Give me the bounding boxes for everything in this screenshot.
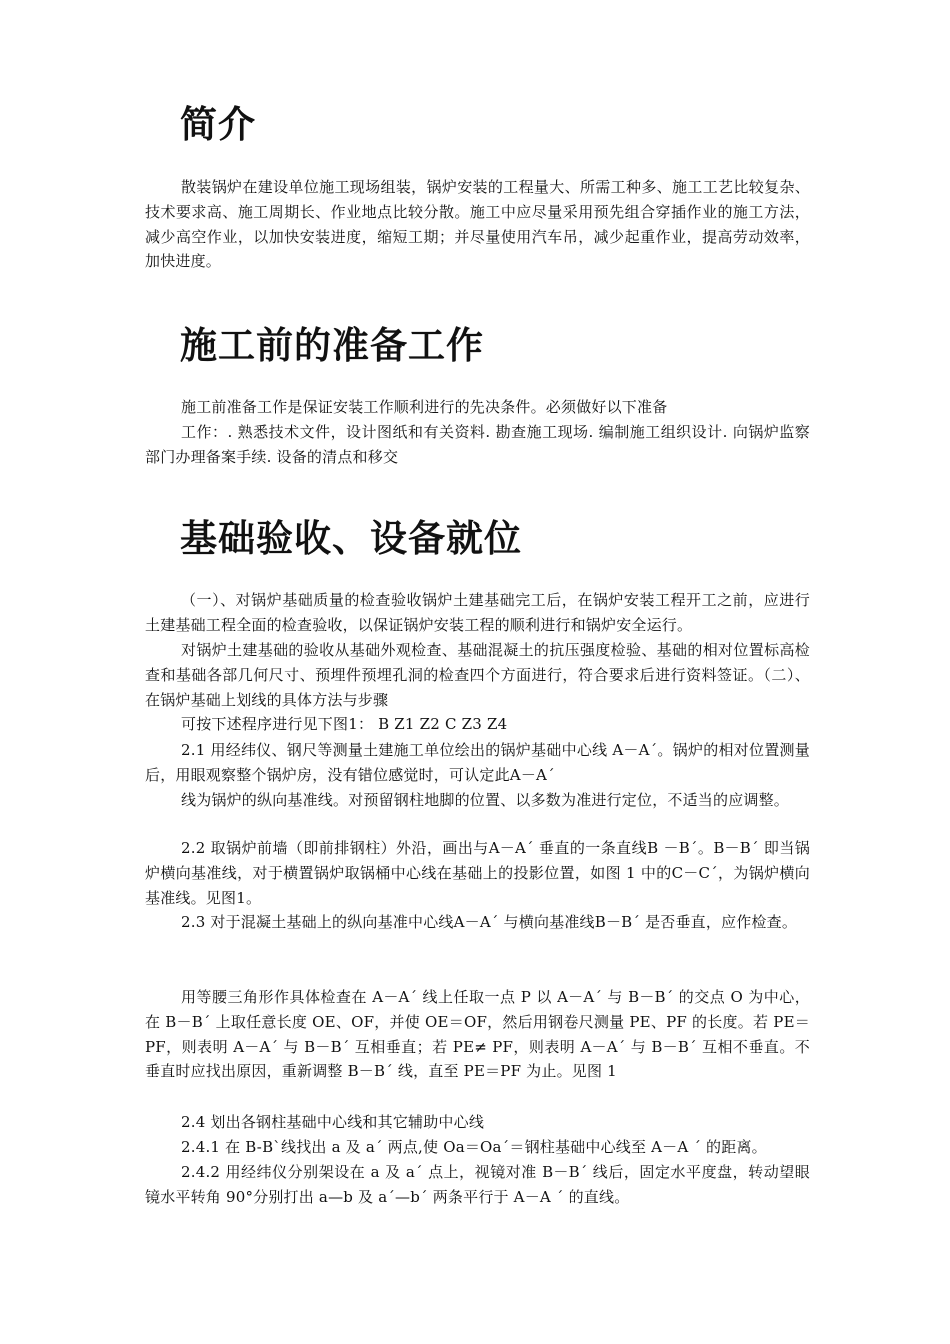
foundation-paragraph-3: 可按下述程序进行见下图1： B Z1 Z2 C Z3 Z4 xyxy=(181,715,508,733)
step-2-4-2: 2.4.2 用经纬仪分别架设在 a 及 a´ 点上，视镜对准 B－B´ 线后，固定水平度盘，转动望眼镜水平转角 90°分别打出 a—b 及 a´—b´ 两条平行于 A－A ´ 的直线。 xyxy=(145,1163,810,1206)
intro-paragraph: 散装锅炉在建设单位施工现场组装，锅炉安装的工程量大、所需工种多、施工工艺比较复杂、技术要求高、施工周期长、作业地点比较分散。施工中应尽量采用预先组合穿插作业的施工方法，减少高空作业，以加快安装进度，缩短工期；并尽量使用汽车吊，减少起重作业，提高劳动效率，加快进度。 xyxy=(145,178,810,271)
prep-paragraph-2: 工作：. 熟悉技术文件，设计图纸和有关资料. 勘查施工现场. 编制施工组织设计. 向锅炉监察部门办理备案手续. 设备的清点和移交 xyxy=(145,423,810,466)
step-2-4: 2.4 划出各钢柱基础中心线和其它辅助中心线 xyxy=(181,1113,485,1131)
heading-foundation: 基础验收、设备就位 xyxy=(180,517,522,560)
heading-intro: 简介 xyxy=(180,103,256,146)
step-2-4-1: 2.4.1 在 B-B`线找出 a 及 a´ 两点,使 Oa＝Oa´＝钢柱基础中心线至 A－A ´ 的距离。 xyxy=(181,1138,767,1156)
foundation-paragraph-1: （一）、对锅炉基础质量的检查验收锅炉土建基础完工后，在锅炉安装工程开工之前，应进行土建基础工程全面的检查验收，以保证锅炉安装工程的顺利进行和锅炉安全运行。 xyxy=(145,591,810,634)
step-2-3: 2.3 对于混凝土基础上的纵向基准中心线A－A´ 与横向基准线B－B´ 是否垂直，应作检查。 xyxy=(181,913,798,931)
heading-preparation: 施工前的准备工作 xyxy=(180,324,484,367)
step-2-1: 2.1 用经纬仪、钢尺等测量土建施工单位绘出的锅炉基础中心线 A－A´。锅炉的相对位置测量后，用眼观察整个锅炉房，没有错位感觉时，可认定此A－A´ xyxy=(145,741,810,784)
perpendicularity-check: 用等腰三角形作具体检查在 A－A´ 线上任取一点 P 以 A－A´ 与 B－B´ 的交点 O 为中心，在 B－B´ 上取任意长度 OE、OF，并使 OE＝OF，然后用钢卷尺测量 PE、PF 的长度。若 PE＝PF，则表明 A－A´ 与 B－B´ 互相垂直；若 PE≠ PF，则表明 A－A´ 与 B－B´ 互相不垂直。不垂直时应找出原因，重新调整 B－B´ 线，直至 PE＝PF 为止。见图 1 xyxy=(145,988,810,1081)
foundation-paragraph-2: 对锅炉土建基础的验收从基础外观检查、基础混凝土的抗压强度检验、基础的相对位置标高检查和基础各部几何尺寸、预埋件预埋孔洞的检查四个方面进行，符合要求后进行资料签证。（二）、在锅炉基础上划线的具体方法与步骤 xyxy=(145,641,810,709)
prep-paragraph-1: 施工前准备工作是保证安装工作顺利进行的先决条件。必须做好以下准备 xyxy=(181,398,668,416)
step-2-2: 2.2 取锅炉前墙（即前排钢柱）外沿，画出与A－A´ 垂直的一条直线B －B´。B－B´ 即当锅炉横向基准线，对于横置锅炉取锅桶中心线在基础上的投影位置，如图 1 中的C－C´，为锅炉横向基准线。见图1。 xyxy=(145,839,810,907)
step-2-1-continued: 线为锅炉的纵向基准线。对预留钢柱地脚的位置、以多数为准进行定位，不适当的应调整。 xyxy=(181,791,790,809)
